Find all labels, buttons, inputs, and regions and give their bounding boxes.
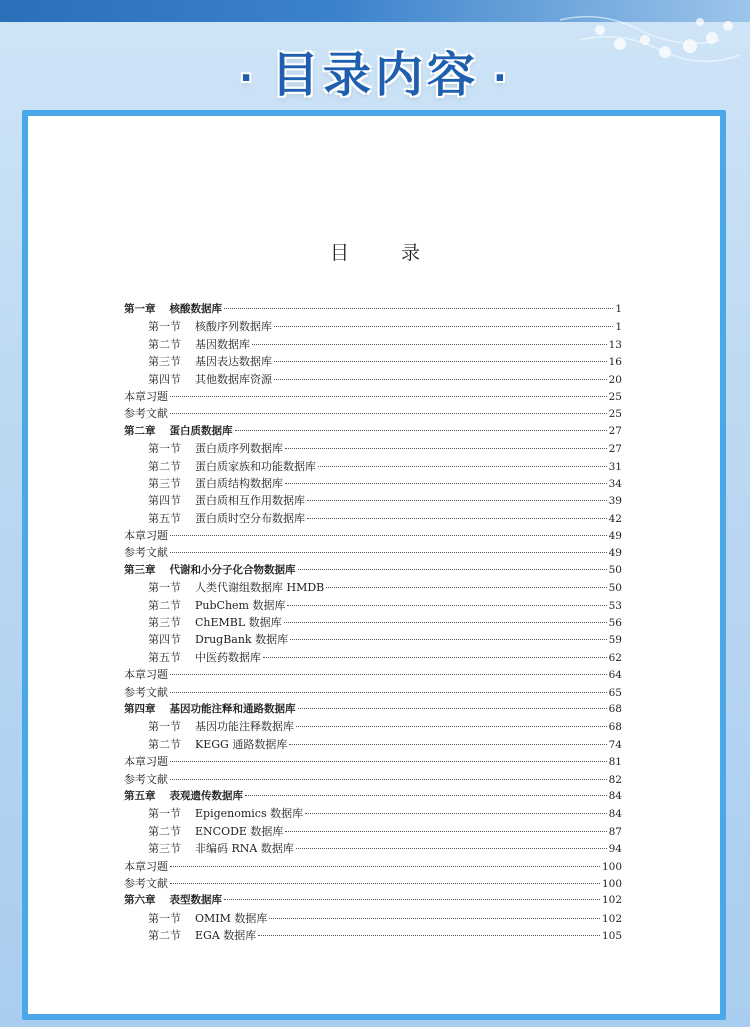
toc-page-number: 25 (608, 390, 622, 403)
toc-entry-plain (124, 753, 622, 770)
toc-page-number: 102 (601, 894, 622, 907)
toc-dot-leader (285, 483, 607, 484)
toc-entry-title: 基因功能注释和通路数据库 (169, 702, 296, 715)
toc-entry-section (124, 823, 622, 840)
toc-page-number: 65 (608, 686, 622, 699)
toc-entry-plain (124, 666, 622, 683)
toc-page-number: 100 (601, 860, 622, 873)
toc-entry-title: KEGG 通路数据库 (195, 737, 288, 751)
toc-page-number: 50 (608, 582, 622, 595)
toc-dot-leader (298, 569, 607, 570)
toc-dot-leader (287, 605, 606, 606)
toc-entry-title: 其他数据库资源 (195, 372, 272, 386)
toc-entry-number: 第二节 (148, 598, 181, 612)
toc-entry-title: 蛋白质序列数据库 (195, 442, 283, 456)
toc-page-number: 49 (608, 547, 622, 560)
toc-entry-plain (124, 858, 622, 875)
toc-entry-section (124, 718, 622, 735)
toc-dot-leader (170, 674, 607, 675)
title-dot-left: · (239, 57, 257, 99)
toc-entry-number: 第三节 (148, 476, 181, 490)
toc-entry-title: 中医药数据库 (195, 650, 261, 664)
toc-entry-section (124, 579, 622, 596)
toc-dot-leader (274, 326, 613, 327)
toc-entry-title: Epigenomics 数据库 (195, 807, 304, 821)
toc-dot-leader (224, 899, 600, 900)
toc-page-number: 42 (608, 512, 622, 525)
toc-entry-number: 第一节 (148, 807, 181, 821)
toc-page-number: 68 (608, 702, 622, 715)
toc-entry-section (124, 458, 622, 475)
toc-dot-leader (285, 831, 606, 832)
top-banner-bar (0, 0, 750, 22)
toc-page-number: 68 (608, 721, 622, 734)
toc-entry-title: 基因功能注释数据库 (195, 720, 294, 734)
toc-dot-leader (170, 396, 607, 397)
toc-page-number: 100 (601, 877, 622, 890)
toc-page-number: 59 (608, 634, 622, 647)
toc-entry-title: 表观遗传数据库 (169, 789, 243, 802)
toc-entry-section (124, 597, 622, 614)
toc-entry-number: 第五节 (148, 511, 181, 525)
toc-entry-number: 第三节 (148, 842, 181, 856)
toc-entry-number: 第四章 (124, 702, 156, 715)
toc-dot-leader (284, 622, 607, 623)
toc-page-number: 13 (608, 338, 622, 351)
toc-dot-leader (274, 379, 607, 380)
toc-entry-title: PubChem 数据库 (195, 598, 286, 612)
toc-page-number: 81 (608, 756, 622, 769)
toc-entry-section (124, 475, 622, 492)
toc-dot-leader (305, 813, 607, 814)
toc-dot-leader (326, 587, 606, 588)
toc-entry-number: 第四节 (148, 633, 181, 647)
toc-entry-title: OMIM 数据库 (195, 911, 268, 925)
toc-dot-leader (170, 883, 600, 884)
toc-dot-leader (289, 744, 606, 745)
toc-page-number: 53 (608, 599, 622, 612)
toc-entry-number: 第五章 (124, 789, 156, 802)
table-of-contents (124, 301, 622, 944)
toc-entry-section (124, 927, 622, 944)
toc-entry-number: 第一节 (148, 911, 181, 925)
toc-dot-leader (170, 761, 607, 762)
toc-dot-leader (285, 448, 607, 449)
toc-entry-section (124, 805, 622, 822)
toc-entry-chapter (124, 301, 622, 318)
toc-entry-title: 本章习题 (124, 755, 168, 769)
toc-entry-number: 第一节 (148, 442, 181, 456)
toc-dot-leader (235, 430, 607, 431)
toc-page-number: 94 (608, 843, 622, 856)
toc-page-number: 84 (608, 789, 622, 802)
toc-entry-section (124, 614, 622, 631)
toc-entry-plain (124, 875, 622, 892)
toc-dot-leader (296, 726, 607, 727)
toc-page-number: 82 (608, 773, 622, 786)
toc-entry-number: 第六章 (124, 894, 156, 907)
toc-entry-title: ENCODE 数据库 (195, 824, 284, 838)
toc-entry-title: 非编码 RNA 数据库 (195, 842, 294, 856)
toc-dot-leader (290, 639, 607, 640)
toc-entry-section (124, 840, 622, 857)
toc-page-number: 56 (608, 617, 622, 630)
toc-entry-number: 第五节 (148, 650, 181, 664)
toc-page-number: 74 (608, 738, 622, 751)
header-title-text: 目录内容 (270, 47, 479, 103)
title-dot-right: · (493, 57, 511, 99)
toc-entry-title: 本章习题 (124, 859, 168, 873)
toc-entry-section (124, 910, 622, 927)
toc-entry-number: 第二节 (148, 459, 181, 473)
toc-entry-chapter (124, 788, 622, 805)
toc-dot-leader (170, 552, 607, 553)
toc-entry-plain (124, 684, 622, 701)
toc-entry-title: 参考文献 (124, 407, 168, 421)
toc-entry-chapter (124, 701, 622, 718)
toc-entry-title: 本章习题 (124, 389, 168, 403)
header-title (0, 36, 750, 105)
toc-entry-plain (124, 771, 622, 788)
document-title: 目录 (329, 242, 472, 264)
toc-page-number: 50 (608, 563, 622, 576)
toc-dot-leader (170, 692, 607, 693)
toc-entry-number: 第一节 (148, 720, 181, 734)
toc-entry-title: 参考文献 (124, 685, 168, 699)
toc-entry-number: 第四节 (148, 372, 181, 386)
toc-entry-title: 本章习题 (124, 668, 168, 682)
toc-entry-title: 蛋白质家族和功能数据库 (195, 459, 316, 473)
toc-entry-chapter (124, 892, 622, 909)
toc-entry-number: 第二节 (148, 824, 181, 838)
toc-entry-section (124, 736, 622, 753)
toc-entry-section (124, 336, 622, 353)
toc-entry-number: 第四节 (148, 494, 181, 508)
toc-entry-title: 表型数据库 (169, 894, 222, 907)
toc-dot-leader (252, 344, 607, 345)
toc-entry-number: 第一节 (148, 320, 181, 334)
toc-page-number: 20 (608, 373, 622, 386)
toc-entry-number: 第二节 (148, 337, 181, 351)
toc-dot-leader (296, 848, 607, 849)
toc-page-number: 27 (608, 443, 622, 456)
toc-entry-number: 第二节 (148, 737, 181, 751)
toc-dot-leader (298, 708, 607, 709)
toc-dot-leader (269, 918, 600, 919)
toc-entry-number: 第二节 (148, 929, 181, 943)
toc-dot-leader (170, 413, 607, 414)
toc-entry-number: 第三节 (148, 616, 181, 630)
toc-entry-title: 本章习题 (124, 529, 168, 543)
toc-dot-leader (224, 308, 613, 309)
toc-page-number: 87 (608, 825, 622, 838)
toc-page-number: 16 (608, 356, 622, 369)
toc-entry-title: DrugBank 数据库 (195, 633, 289, 647)
toc-page-number: 49 (608, 530, 622, 543)
toc-entry-chapter (124, 562, 622, 579)
toc-entry-title: 基因表达数据库 (195, 355, 272, 369)
toc-entry-number: 第二章 (124, 424, 156, 437)
toc-page-number: 1 (615, 321, 622, 334)
toc-page-number: 25 (608, 408, 622, 421)
toc-entry-title: 核酸序列数据库 (195, 320, 272, 334)
toc-page-number: 105 (601, 930, 622, 943)
toc-entry-plain (124, 544, 622, 561)
toc-page-number: 31 (608, 460, 622, 473)
toc-page-number: 84 (608, 808, 622, 821)
toc-entry-title: 人类代谢组数据库 HMDB (195, 581, 325, 595)
toc-dot-leader (274, 361, 607, 362)
toc-entry-plain (124, 388, 622, 405)
toc-entry-chapter (124, 423, 622, 440)
toc-dot-leader (307, 518, 607, 519)
toc-entry-section (124, 631, 622, 648)
toc-entry-plain (124, 527, 622, 544)
toc-entry-plain (124, 405, 622, 422)
toc-page-number: 62 (608, 651, 622, 664)
toc-dot-leader (263, 657, 607, 658)
toc-page-number: 64 (608, 669, 622, 682)
toc-entry-number: 第三节 (148, 355, 181, 369)
toc-entry-title: 基因数据库 (195, 337, 250, 351)
toc-entry-title: 参考文献 (124, 546, 168, 560)
toc-entry-section (124, 318, 622, 335)
toc-entry-title: 蛋白质数据库 (169, 424, 233, 437)
toc-page-number: 27 (608, 424, 622, 437)
toc-entry-section (124, 440, 622, 457)
toc-dot-leader (307, 500, 607, 501)
toc-entry-title: 蛋白质结构数据库 (195, 476, 283, 490)
toc-entry-title: 蛋白质时空分布数据库 (195, 511, 305, 525)
toc-entry-section (124, 649, 622, 666)
toc-page-number: 102 (601, 912, 622, 925)
toc-entry-title: EGA 数据库 (195, 929, 257, 943)
toc-entry-number: 第一章 (124, 303, 156, 315)
toc-entry-section (124, 492, 622, 509)
toc-entry-title: 参考文献 (124, 876, 168, 890)
toc-entry-title: 代谢和小分子化合物数据库 (169, 563, 296, 576)
toc-entry-section (124, 510, 622, 527)
toc-page-number: 34 (608, 477, 622, 490)
toc-entry-title: 蛋白质相互作用数据库 (195, 494, 305, 508)
toc-page-number: 39 (608, 495, 622, 508)
toc-dot-leader (318, 466, 607, 467)
toc-entry-number: 第三章 (124, 563, 156, 576)
toc-entry-section (124, 371, 622, 388)
toc-entry-section (124, 353, 622, 370)
toc-dot-leader (258, 935, 600, 936)
toc-page-number: 1 (615, 303, 622, 315)
toc-dot-leader (170, 779, 607, 780)
toc-dot-leader (170, 866, 600, 867)
toc-entry-title: 参考文献 (124, 772, 168, 786)
toc-entry-title: ChEMBL 数据库 (195, 616, 282, 630)
toc-dot-leader (245, 795, 607, 796)
toc-entry-number: 第一节 (148, 581, 181, 595)
toc-entry-title: 核酸数据库 (169, 303, 222, 315)
toc-dot-leader (170, 535, 607, 536)
